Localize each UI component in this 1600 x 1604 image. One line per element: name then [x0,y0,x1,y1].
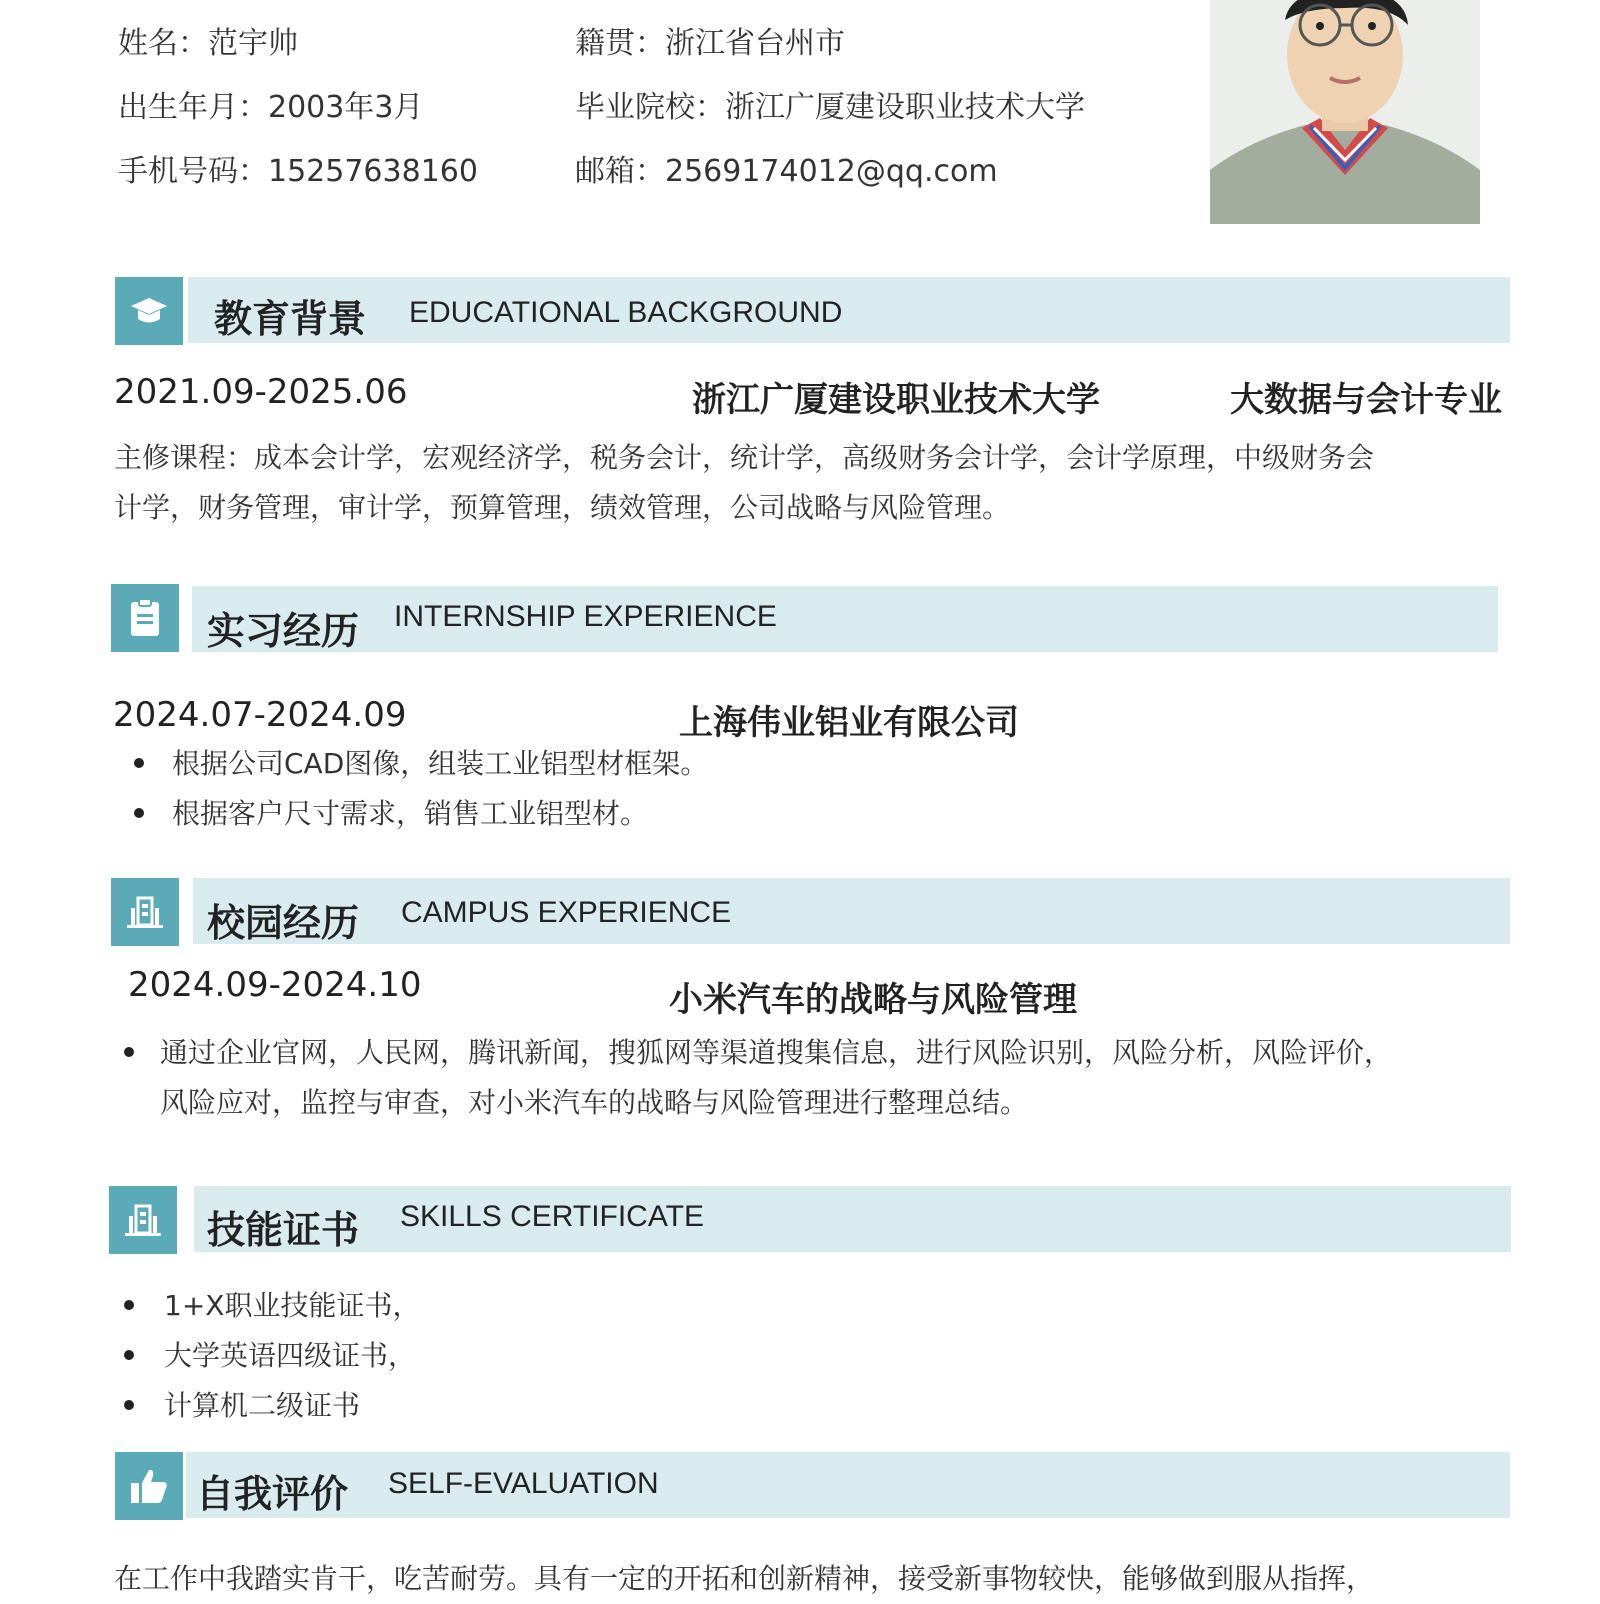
internship-section-band [192,586,1498,652]
internship-item [134,792,648,832]
self-eval-text: 在工作中我踏实肯干，吃苦耐劳。具有一定的开拓和创新精神，接受新事物较快，能够做到服从指挥， [114,1562,1375,1595]
internship-title: 实习经历 [207,609,360,653]
self-eval-title-en: SELF-EVALUATION [388,1467,659,1500]
bullet-icon [124,1047,134,1057]
internship-item-text: 根据公司CAD图像，组装工业铝型材框架。 [172,747,709,780]
campus-item-text: 通过企业官网，人民网，腾讯新闻，搜狐网等渠道搜集信息，进行风险识别，风险分析，风险评价， [160,1036,1393,1069]
education-section-band [188,277,1510,343]
email-field: 邮箱：2569174012@qq.com [575,154,998,189]
building-icon [109,1186,177,1254]
campus-section-band [193,878,1510,944]
education-title-en: EDUCATIONAL BACKGROUND [409,296,843,329]
internship-item [134,742,708,782]
internship-company: 上海伟业铝业有限公司 [679,703,1019,743]
internship-date: 2024.07-2024.09 [113,695,407,735]
bullet-icon [134,808,144,818]
campus-item [124,1031,1392,1071]
bullet-icon [124,1400,134,1410]
school-field: 毕业院校：浙江广厦建设职业技术大学 [575,90,1085,125]
skill-item [124,1284,420,1324]
self-eval-title: 自我评价 [196,1472,349,1516]
hometown-field: 籍贯：浙江省台州市 [575,26,845,61]
education-title: 教育背景 [214,297,367,341]
campus-title: 校园经历 [207,901,360,945]
education-major: 大数据与会计专业 [1230,380,1502,420]
education-school: 浙江广厦建设职业技术大学 [692,380,1100,420]
internship-item-text: 根据客户尺寸需求，销售工业铝型材。 [172,797,649,830]
campus-date: 2024.09-2024.10 [128,965,422,1005]
thumbs-up-icon [115,1452,183,1520]
skill-item-text: 1+X职业技能证书， [164,1289,421,1322]
skill-item-text: 大学英语四级证书， [164,1339,417,1372]
skills-title-en: SKILLS CERTIFICATE [400,1200,704,1233]
skills-title: 技能证书 [207,1208,360,1252]
bullet-icon [124,1350,134,1360]
skills-section-band [194,1186,1511,1252]
education-date: 2021.09-2025.06 [114,372,408,412]
campus-title-en: CAMPUS EXPERIENCE [401,896,732,929]
education-courses-line1: 主修课程：成本会计学，宏观经济学，税务会计，统计学，高级财务会计学，会计学原理，中级财务会 [114,441,1375,474]
birth-field: 出生年月：2003年3月 [118,90,424,125]
name-field: 姓名：范宇帅 [118,26,298,61]
phone-field: 手机号码：15257638160 [118,154,478,189]
skill-item-text: 计算机二级证书 [164,1389,361,1422]
campus-item-continuation: 风险应对，监控与审查，对小米汽车的战略与风险管理进行整理总结。 [160,1086,1029,1119]
skill-item [124,1384,360,1424]
bullet-icon [124,1300,134,1310]
internship-title-en: INTERNSHIP EXPERIENCE [394,600,777,633]
education-courses-line2: 计学，财务管理，审计学，预算管理，绩效管理，公司战略与风险管理。 [114,491,1011,524]
self-eval-section-band [186,1452,1510,1518]
profile-photo [1210,0,1480,224]
building-icon [111,878,179,946]
campus-project: 小米汽车的战略与风险管理 [669,980,1077,1020]
skill-item [124,1334,416,1374]
bullet-icon [134,758,144,768]
clipboard-icon [111,584,179,652]
graduation-cap-icon [115,277,183,345]
